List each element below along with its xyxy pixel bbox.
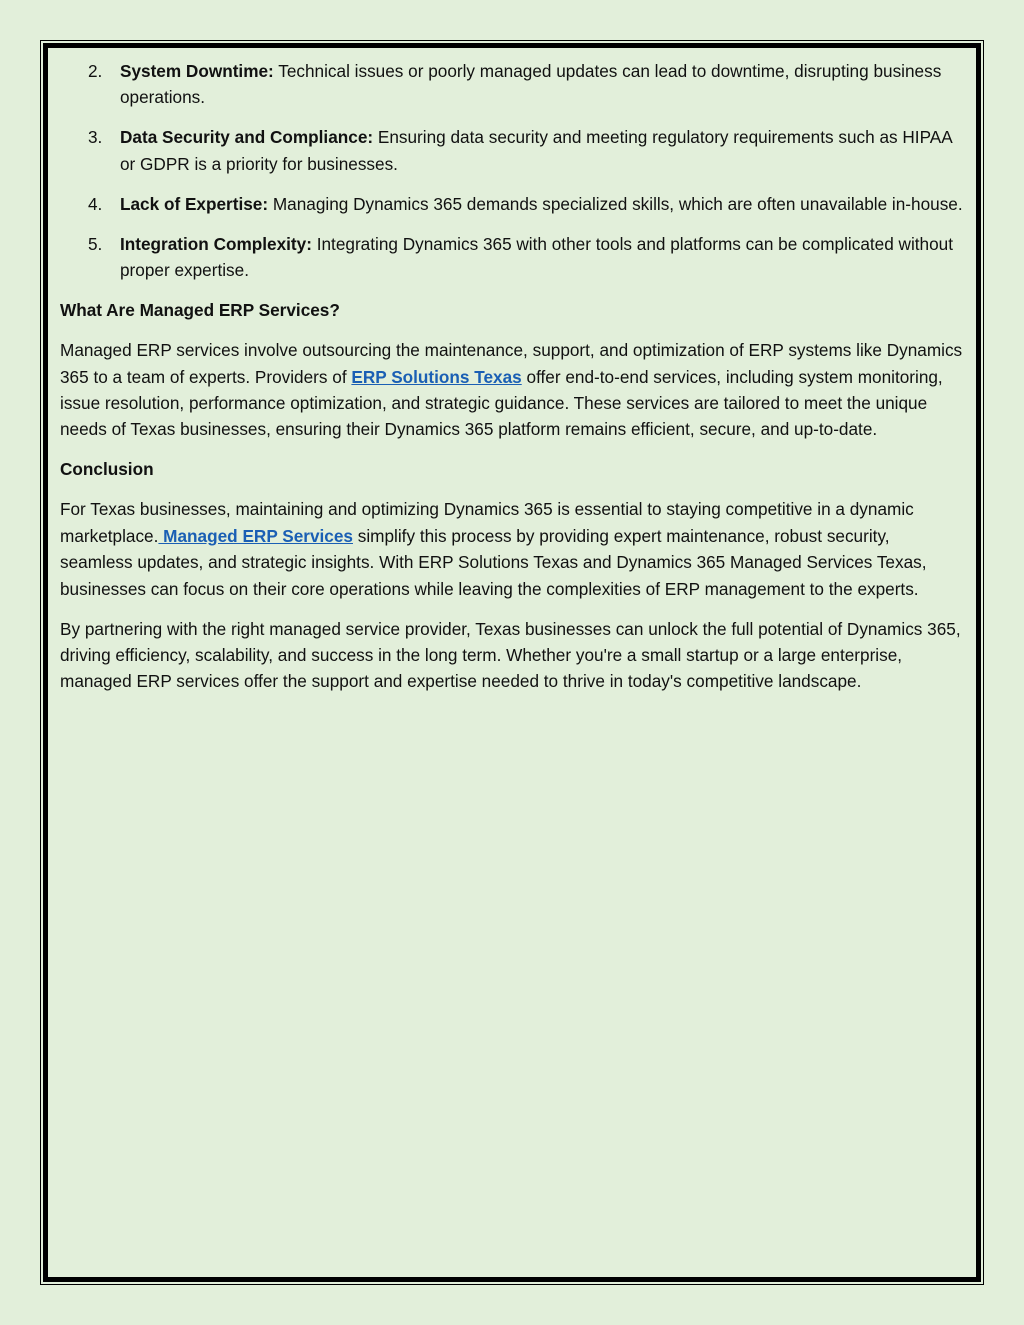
paragraph-managed-erp [60, 337, 966, 443]
paragraph-text: Managed ERP services involve outsourcing the maintenance, support, and optimization of ERP systems like Dynamics 365 to a team of experts. Providers of [60, 340, 963, 387]
list-item [60, 58, 966, 111]
paragraph-conclusion-1 [60, 496, 966, 602]
list-item-text: Technical issues or poorly managed updates can lead to downtime, disrupting business operations. [120, 61, 942, 108]
paragraph-text: simplify this process by providing expert maintenance, robust security, seamless updates, and strategic insights. With ERP Solutions Texas and Dynamics 365 Managed Services Texas, businesses can focus on their core operations while leaving the complexities of ERP management to the experts. [60, 525, 927, 599]
list-item [60, 124, 966, 177]
erp-solutions-texas-link[interactable]: ERP Solutions Texas [351, 366, 522, 387]
list-item-title: Integration Complexity: [120, 233, 312, 254]
list-item-text: Integrating Dynamics 365 with other tools and platforms can be complicated without proper expertise. [120, 233, 954, 281]
list-number: 5. [88, 233, 103, 254]
list-item [60, 191, 966, 217]
paragraph-text: offer end-to-end services, including system monitoring, issue resolution, performance optimization, and strategic guidance. These services are tailored to meet the unique needs of Texas businesses, ensuring their Dynamics 365 platform remains efficient, secure, and up-to-date. [60, 366, 943, 440]
managed-erp-services-link[interactable]: Managed ERP Services [158, 525, 353, 546]
section-heading-managed-erp: What Are Managed ERP Services? [60, 300, 340, 321]
paragraph-conclusion-2: By partnering with the right managed service provider, Texas businesses can unlock the full potential of Dynamics 365, driving efficiency, scalability, and success in the long term. Whether you're a small startup or a large enterprise, managed ERP services offer the support and expertise needed to thrive in today's competitive landscape. [60, 618, 961, 692]
list-number: 3. [88, 127, 103, 148]
paragraph-text: For Texas businesses, maintaining and optimizing Dynamics 365 is essential to staying competitive in a dynamic marketplace. [60, 499, 914, 546]
challenges-list [60, 58, 966, 284]
list-number: 4. [88, 193, 103, 214]
list-item-text: Managing Dynamics 365 demands specialized skills, which are often unavailable in-house. [268, 193, 963, 214]
document-body [60, 58, 966, 708]
list-number: 2. [88, 61, 103, 81]
list-item-text: Ensuring data security and meeting regulatory requirements such as HIPAA or GDPR is a priority for businesses. [120, 127, 952, 174]
section-heading-conclusion: Conclusion [60, 459, 154, 480]
list-item-title: Data Security and Compliance: [120, 127, 374, 148]
list-item [60, 231, 966, 284]
list-item-title: System Downtime: [120, 61, 274, 81]
list-item-title: Lack of Expertise: [120, 193, 269, 214]
